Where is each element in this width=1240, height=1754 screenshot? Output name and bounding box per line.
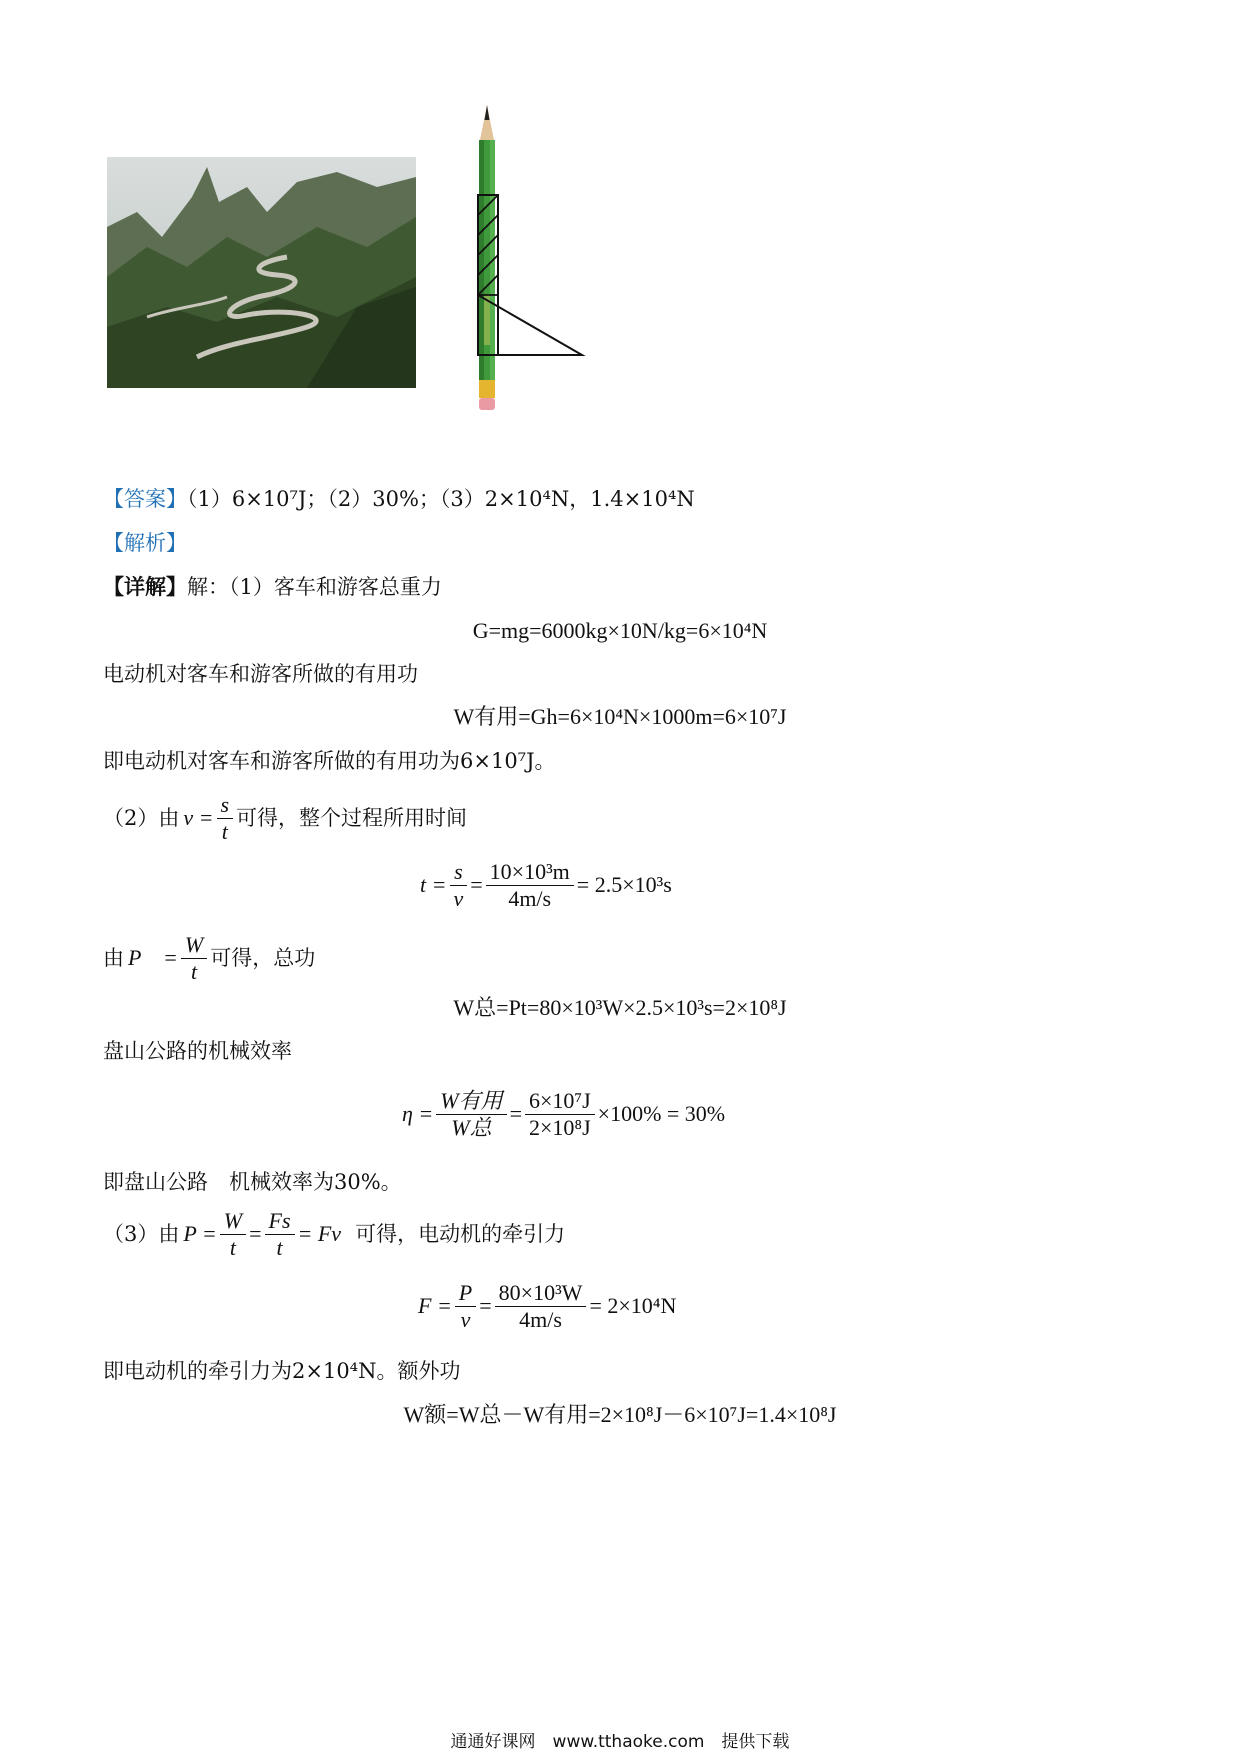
equation-time: t = $\frac{s}{v}$ = $\frac{\text{10×10³m}}{4m/s}$ = 2.5×10³s (420, 858, 672, 911)
text-efficiency-result: 即盘山公路 机械效率为30%。 (103, 1170, 402, 1194)
detail-intro: 解：（1）客车和游客总重力 (187, 575, 442, 599)
equation-extra-work: W额=W总－W有用=2×10⁸J－6×10⁷J=1.4×10⁸J (403, 1402, 837, 1427)
force-denominator: 4m/s (519, 1306, 562, 1332)
part2-line (103, 793, 467, 843)
mountain-road-photo (107, 157, 416, 388)
force-numerator: 80×10³W (495, 1280, 587, 1307)
eff-den1: W总 (451, 1114, 492, 1140)
power-suffix: 可得，总功 (210, 946, 316, 970)
power-line: 由 P = $\frac{W}{t}$ 可得，总功 (103, 931, 316, 984)
eff-tail: ×100% = 30% (597, 1101, 726, 1126)
eff-num1: W有用 (436, 1088, 506, 1115)
detail-line (103, 573, 442, 601)
force-result: = 2×10⁴N (589, 1293, 677, 1318)
answer-line (103, 485, 695, 513)
time-denominator: 4m/s (508, 885, 552, 911)
answer-text: （1）6×10⁷J；（2）30%；（3）2×10⁴N，1.4×10⁴N (187, 487, 695, 511)
equation-force: F = $\frac{P}{v}$ = $\frac{\text{80×10³W}}{4m/s}$ = 2×10⁴N (418, 1279, 677, 1332)
time-result: = 2.5×10³s (576, 872, 672, 897)
analysis-label: 【解析】 (103, 531, 187, 555)
fraction-s-over-t: $\frac{s}{t}$ (217, 792, 234, 845)
text-useful-work: 电动机对客车和游客所做的有用功 (103, 662, 418, 686)
text-useful-result: 即电动机对客车和游客所做的有用功为6×10⁷J。 (103, 749, 556, 773)
answer-label: 【答案】 (103, 487, 187, 511)
equation-gravity: G=mg=6000kg×10N/kg=6×10⁴N (472, 618, 768, 643)
text-force-result: 即电动机的牵引力为2×10⁴N。额外功 (103, 1359, 461, 1383)
eff-num2: 6×10⁷J (525, 1088, 595, 1115)
part3-prefix: （3）由 (103, 1222, 180, 1246)
v-symbol: v = (183, 805, 214, 830)
equation-useful-work: W有用=Gh=6×10⁴N×1000m=6×10⁷J (453, 704, 787, 729)
equation-efficiency: η = $\frac{\text{W有用}}{\text{W总}}$ = $\frac{\text{6×10⁷J}}{\text{2×10⁸J}}$ ×100% = 30% (402, 1087, 726, 1140)
pencil-diagram (465, 105, 595, 415)
power-prefix: 由 (103, 946, 124, 970)
equation-total-work: W总=Pt=80×10³W×2.5×10³s=2×10⁸J (453, 995, 787, 1020)
detail-label: 【详解】 (103, 574, 187, 599)
page-footer: 通通好课网 www.tthaoke.com 提供下载 (450, 1732, 790, 1752)
time-numerator: 10×10³m (486, 859, 574, 886)
eff-den2: 2×10⁸J (529, 1114, 591, 1140)
part2-prefix: （2）由 (103, 806, 180, 830)
part3-suffix: 可得，电动机的牵引力 (355, 1222, 566, 1246)
text-efficiency: 盘山公路的机械效率 (103, 1039, 292, 1063)
part2-suffix: 可得，整个过程所用时间 (236, 806, 468, 830)
part3-line: （3）由 P = $\frac{W}{t}$ = $\frac{Fs}{t}$ = Fv 可得，电动机的牵引力 (103, 1207, 566, 1260)
